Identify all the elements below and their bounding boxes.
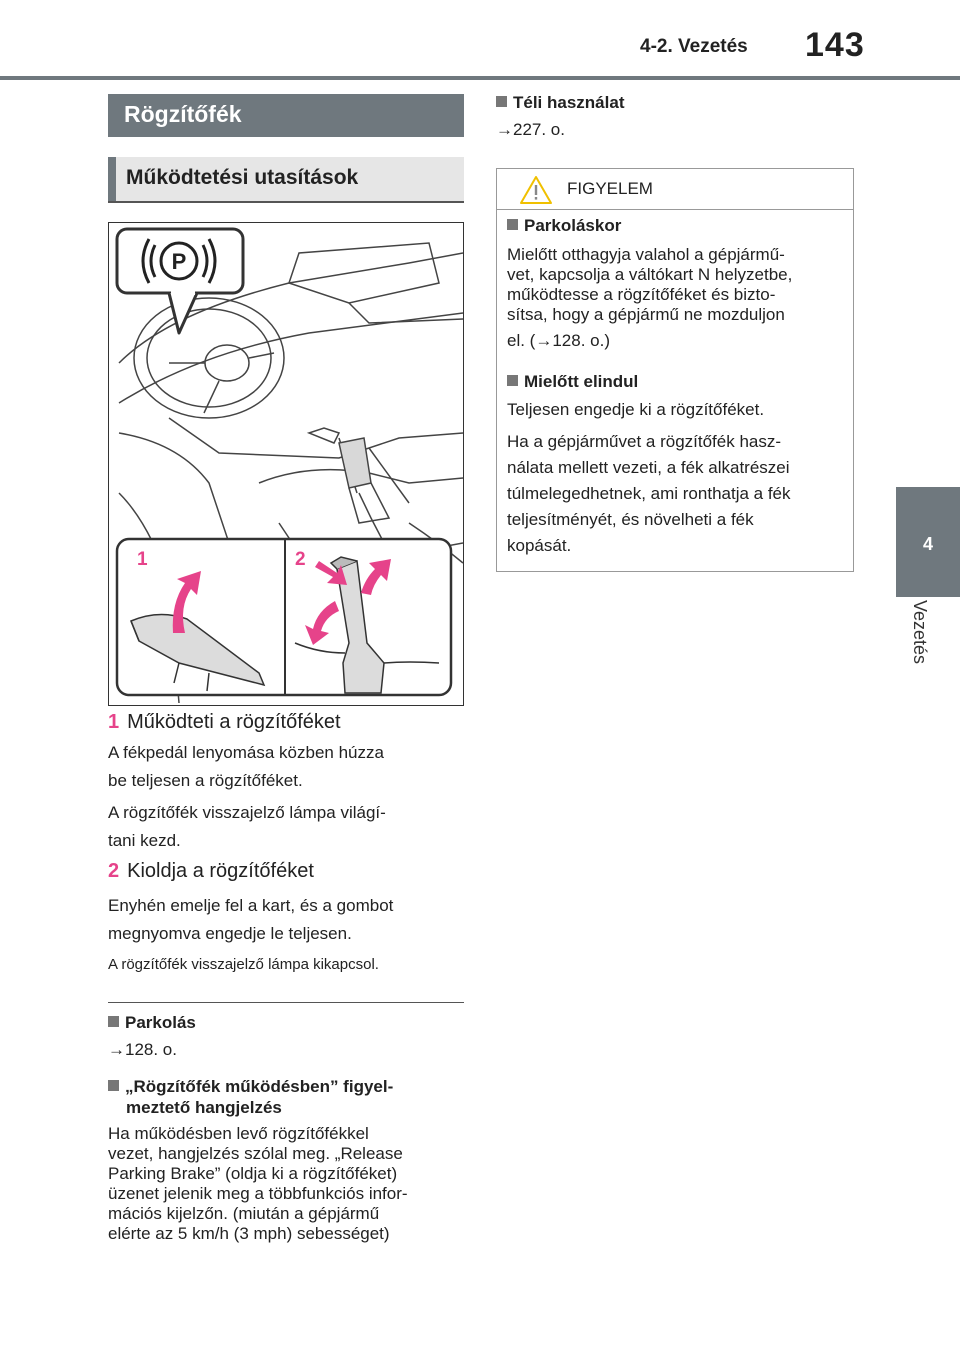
chapter-label: Vezetés <box>910 600 930 665</box>
car-interior-drawing <box>109 223 463 705</box>
step-1-title: Működteti a rögzítőféket <box>127 711 341 733</box>
warning-sound-line-3: Parking Brake” (oldja ki a rögzítőféket) <box>108 1164 398 1183</box>
step-2-heading <box>108 860 314 883</box>
warning-title: FIGYELEM <box>567 179 653 198</box>
mielott-elindul-line-2: Ha a gépjárművet a rögzítőfék hasz- <box>507 432 782 451</box>
parkolaskor-line-1: Mielőtt otthagyja valahol a gépjármű- <box>507 245 785 264</box>
chapter-number: 4 <box>922 534 933 554</box>
warning-sound-heading-line-1: „Rögzítőfék működésben” figyel- <box>125 1077 394 1096</box>
teli-heading <box>496 92 624 113</box>
section-title-bar <box>108 94 464 137</box>
step-1-line-4: tani kezd. <box>108 831 181 850</box>
parkolaskor-line-3: működtesse a rögzítőféket és bizto- <box>507 285 776 304</box>
parkolaskor-line-2: vet, kapcsolja a váltókart N helyzetbe, <box>507 265 793 284</box>
mielott-elindul-heading-text: Mielőtt elindul <box>524 372 639 391</box>
callout-1: 1 <box>137 549 148 570</box>
step-2-number: 2 <box>108 860 120 882</box>
parkolaskor-line-5: el. (→128. o.) <box>507 331 610 350</box>
callout-2: 2 <box>295 549 306 570</box>
parkolaskor-line-4: sítsa, hogy a gépjármű ne mozduljon <box>507 305 785 324</box>
teli-ref: →227. o. <box>496 120 565 139</box>
parkolaskor-heading <box>507 215 621 236</box>
warning-box <box>496 168 854 572</box>
parkolas-heading <box>108 1012 196 1033</box>
page-number: 143 <box>805 26 865 64</box>
step-2-line-2: megnyomva engedje le teljesen. <box>108 924 352 943</box>
subsection-accent <box>108 157 116 201</box>
step-1-number: 1 <box>108 711 120 733</box>
warning-sound-line-2: vezet, hangjelzés szólal meg. „Release <box>108 1144 403 1163</box>
step-1-heading <box>108 711 341 734</box>
bullet-square-icon <box>496 96 507 107</box>
mielott-elindul-line-4: túlmelegedhetnek, ami ronthatja a fék <box>507 484 791 503</box>
parking-brake-illustration <box>108 222 464 706</box>
section-title: Rögzítőfék <box>124 101 242 127</box>
bullet-square-icon <box>108 1080 119 1091</box>
mielott-elindul-line-3: nálata mellett vezeti, a fék alkatrészei <box>507 458 790 477</box>
parkolas-heading-text: Parkolás <box>125 1013 196 1032</box>
warning-sound-heading <box>108 1076 393 1097</box>
teli-heading-text: Téli használat <box>513 93 625 112</box>
subsection-title-bar <box>108 157 464 203</box>
warning-sound-line-4: üzenet jelenik meg a többfunkciós infor- <box>108 1184 408 1203</box>
chapter-label-container <box>912 600 932 700</box>
subsection-title: Működtetési utasítások <box>126 166 359 189</box>
header-section-title: 4-2. Vezetés <box>640 36 748 57</box>
step-1-line-3: A rögzítőfék visszajelző lámpa világí- <box>108 803 386 822</box>
parkolaskor-heading-text: Parkoláskor <box>524 216 622 235</box>
header-divider <box>0 76 960 80</box>
warning-header <box>497 169 853 210</box>
step-2-line-1: Enyhén emelje fel a kart, és a gombot <box>108 896 394 915</box>
mielott-elindul-line-5: teljesítményét, és növelheti a fék <box>507 510 754 529</box>
parkolas-ref: →128. o. <box>108 1040 177 1059</box>
mielott-elindul-line-6: kopását. <box>507 536 572 555</box>
warning-triangle-icon <box>519 175 553 205</box>
step-2-title: Kioldja a rögzítőféket <box>127 860 314 882</box>
notes-divider <box>108 1002 464 1003</box>
bullet-square-icon <box>507 375 518 386</box>
bullet-square-icon <box>507 219 518 230</box>
brake-indicator-symbol: P <box>171 249 187 274</box>
warning-sound-line-6: elérte az 5 km/h (3 mph) sebességet) <box>108 1224 390 1243</box>
warning-sound-line-5: mációs kijelzőn. (miután a gépjármű <box>108 1204 380 1223</box>
step-1-line-1: A fékpedál lenyomása közben húzza <box>108 743 384 762</box>
bullet-square-icon <box>108 1016 119 1027</box>
warning-sound-heading-line-2: meztető hangjelzés <box>126 1098 282 1117</box>
mielott-elindul-line-1: Teljesen engedje ki a rögzítőféket. <box>507 400 765 419</box>
mielott-elindul-heading <box>507 371 638 392</box>
step-1-line-2: be teljesen a rögzítőféket. <box>108 771 303 790</box>
brake-indicator-callout <box>117 229 243 333</box>
warning-sound-line-1: Ha működésben levő rögzítőfékkel <box>108 1124 369 1143</box>
step-2-note: A rögzítőfék visszajelző lámpa kikapcsol. <box>108 956 379 973</box>
